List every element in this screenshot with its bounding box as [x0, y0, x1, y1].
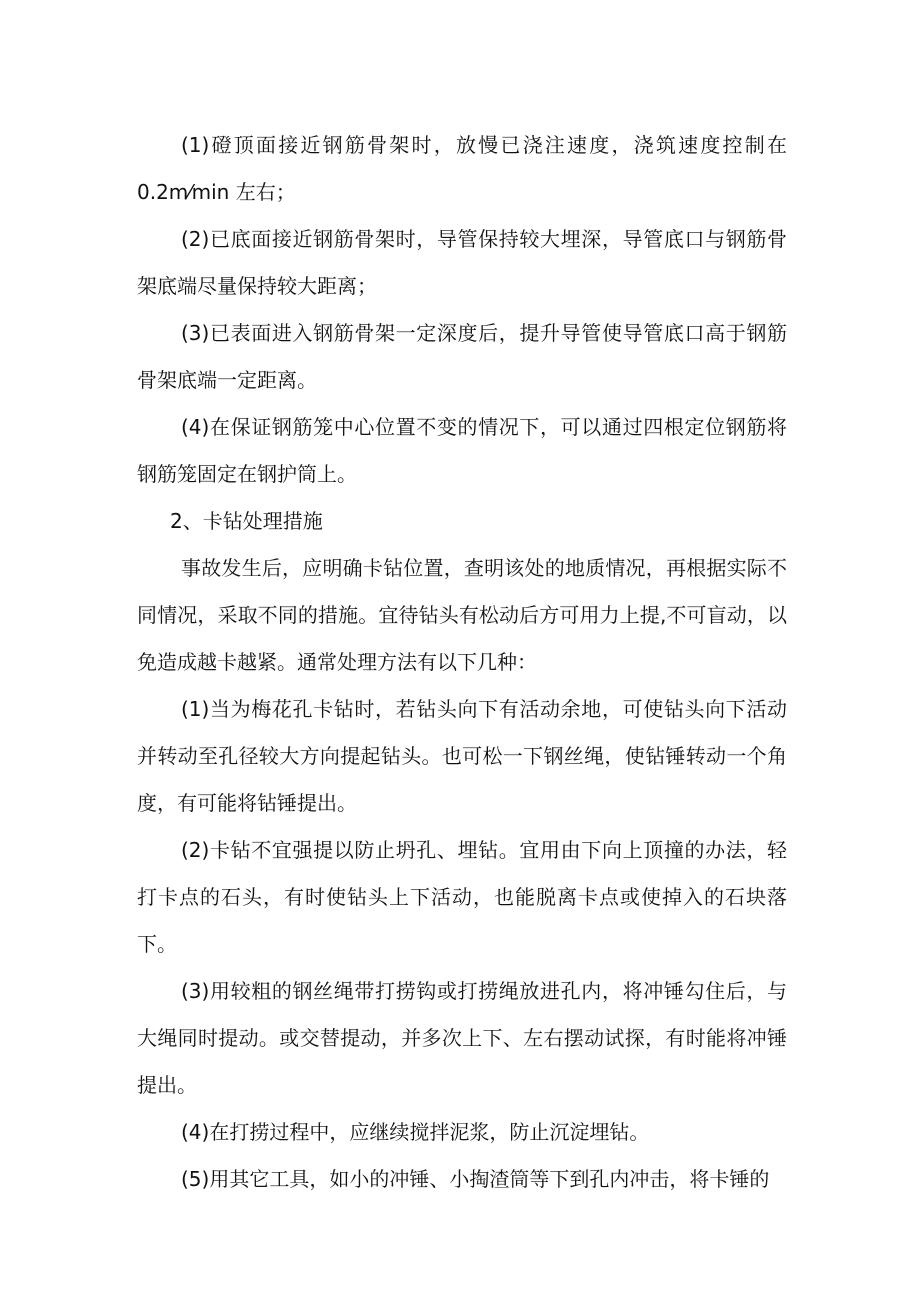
paragraph-pour-speed: (1)磴顶面接近钢筋骨架时，放慢已浇注速度，浇筑速度控制在0.2m⁄min 左右；: [137, 133, 787, 204]
paragraph-surface-entry: (3)已表面进入钢筋骨架一定深度后，提升导管使导管底口高于钢筋骨架底端一定距离。: [137, 321, 787, 392]
paragraph-method-2: (2)卡钻不宜强提以防止坍孔、埋钻。宜用由下向上顶撞的办法，轻打卡点的石头，有时使钻头上下活动，也能脱离卡点或使掉入的石块落下。: [137, 838, 787, 956]
paragraph-method-1: (1)当为梅花孔卡钻时，若钻头向下有活动余地，可使钻头向下活动并转动至孔径较大方向提起钻头。也可松一下钢丝绳，使钻锤转动一个角度，有可能将钻锤提出。: [137, 697, 787, 815]
document-body: [137, 122, 787, 1203]
paragraph-method-4: (4)在打捞过程中，应继续搅拌泥浆，防止沉淀埋钻。: [181, 1120, 650, 1144]
section-heading-stuck-drill: 2、卡钻处理措施: [170, 509, 323, 533]
paragraph-method-5: (5)用其它工具，如小的冲锤、小掏渣筒等下到孔内冲击，将卡锤的: [181, 1167, 770, 1191]
paragraph-method-3: (3)用较粗的钢丝绳带打捞钩或打捞绳放进孔内，将冲锤勾住后，与大绳同时提动。或交替提动，并多次上下、左右摆动试探，有时能将冲锤提出。: [137, 979, 787, 1097]
paragraph-cage-fixing: (4)在保证钢筋笼中心位置不变的情况下，可以通过四根定位钢筋将钢筋笼固定在钢护筒上。: [137, 415, 787, 486]
paragraph-bottom-approach: (2)已底面接近钢筋骨架时，导管保持较大埋深，导管底口与钢筋骨架底端尽量保持较大距离；: [137, 227, 787, 298]
paragraph-accident-intro: 事故发生后，应明确卡钻位置，查明该处的地质情况，再根据实际不同情况，采取不同的措施。宜待钻头有松动后方可用力上提,不可盲动，以免造成越卡越紧。通常处理方法有以下几种：: [137, 556, 787, 674]
